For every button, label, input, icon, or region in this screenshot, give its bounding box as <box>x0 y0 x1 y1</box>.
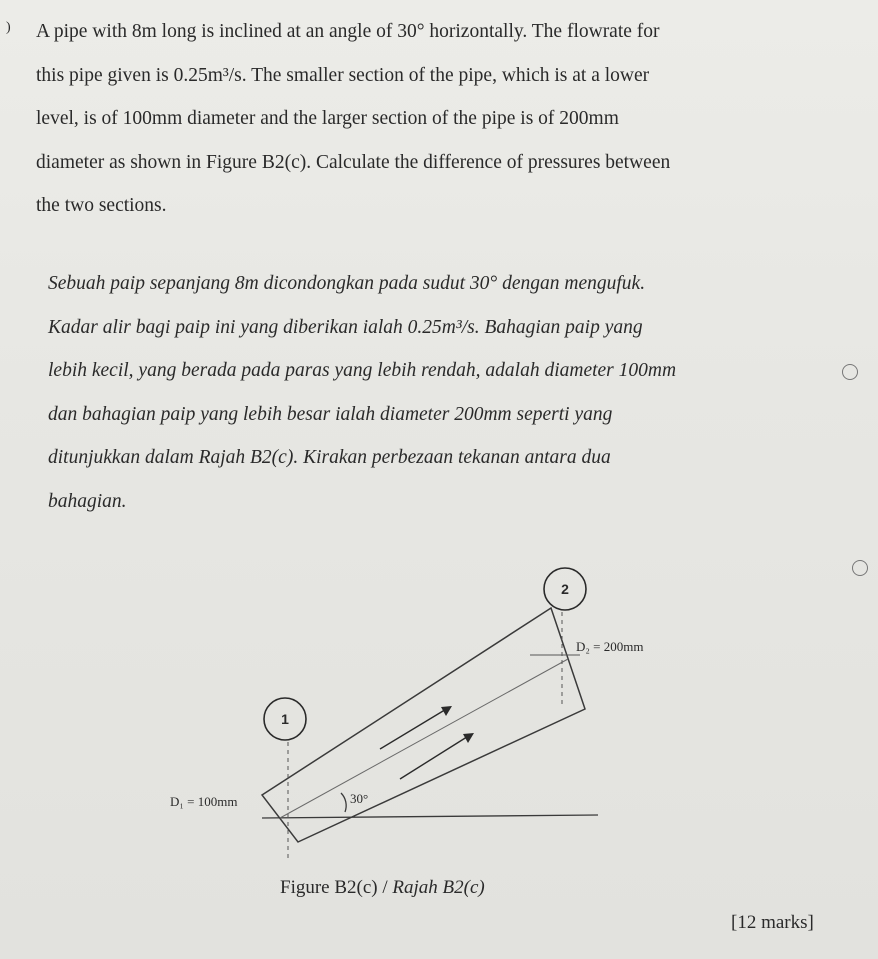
malay-line: Sebuah paip sepanjang 8m dicondongkan pada sudut 30° dengan mengufuk. <box>48 273 646 294</box>
caption-english: Figure B2(c) / <box>280 877 393 898</box>
d2-diameter-label: D₂ = 200mm <box>576 639 644 654</box>
english-line: the two sections. <box>36 195 167 216</box>
angle-label: 30° <box>350 791 369 806</box>
section-1-label: 1 <box>281 711 289 727</box>
flow-arrow-lower <box>400 735 470 779</box>
english-line: level, is of 100mm diameter and the larger section of the pipe is of 200mm <box>36 108 619 129</box>
inclined-pipe-outline <box>262 608 585 842</box>
malay-line: lebih kecil, yang berada pada paras yang lebih rendah, adalah diameter 100mm <box>48 360 677 381</box>
marks-allocation: [12 marks] <box>731 912 814 933</box>
d1-diameter-label: D₁ = 100mm <box>170 794 238 809</box>
malay-line: Kadar alir bagi paip ini yang diberikan ialah 0.25m³/s. Bahagian paip yang <box>48 316 643 338</box>
malay-line: ditunjukkan dalam Rajah B2(c). Kirakan perbezaan tekanan antara dua <box>48 447 611 468</box>
english-line: diameter as shown in Figure B2(c). Calculate the difference of pressures between <box>36 151 671 173</box>
question-bullet: ) <box>6 20 11 35</box>
angle-arc <box>341 793 346 812</box>
section-2-label: 2 <box>561 581 569 597</box>
malay-line: bahagian. <box>48 490 127 512</box>
english-line: this pipe given is 0.25m³/s. The smaller section of the pipe, which is at a lower <box>36 64 650 86</box>
malay-line: dan bahagian paip yang lebih besar ialah diameter 200mm seperti yang <box>48 403 613 425</box>
horizontal-reference-line <box>262 815 598 818</box>
pipe-centre-line <box>280 659 568 818</box>
caption-malay: Rajah B2(c) <box>392 877 485 898</box>
english-line: A pipe with 8m long is inclined at an angle of 30° horizontally. The flowrate for <box>36 21 660 42</box>
figure-caption <box>280 877 485 899</box>
flow-arrow-upper <box>380 708 448 749</box>
